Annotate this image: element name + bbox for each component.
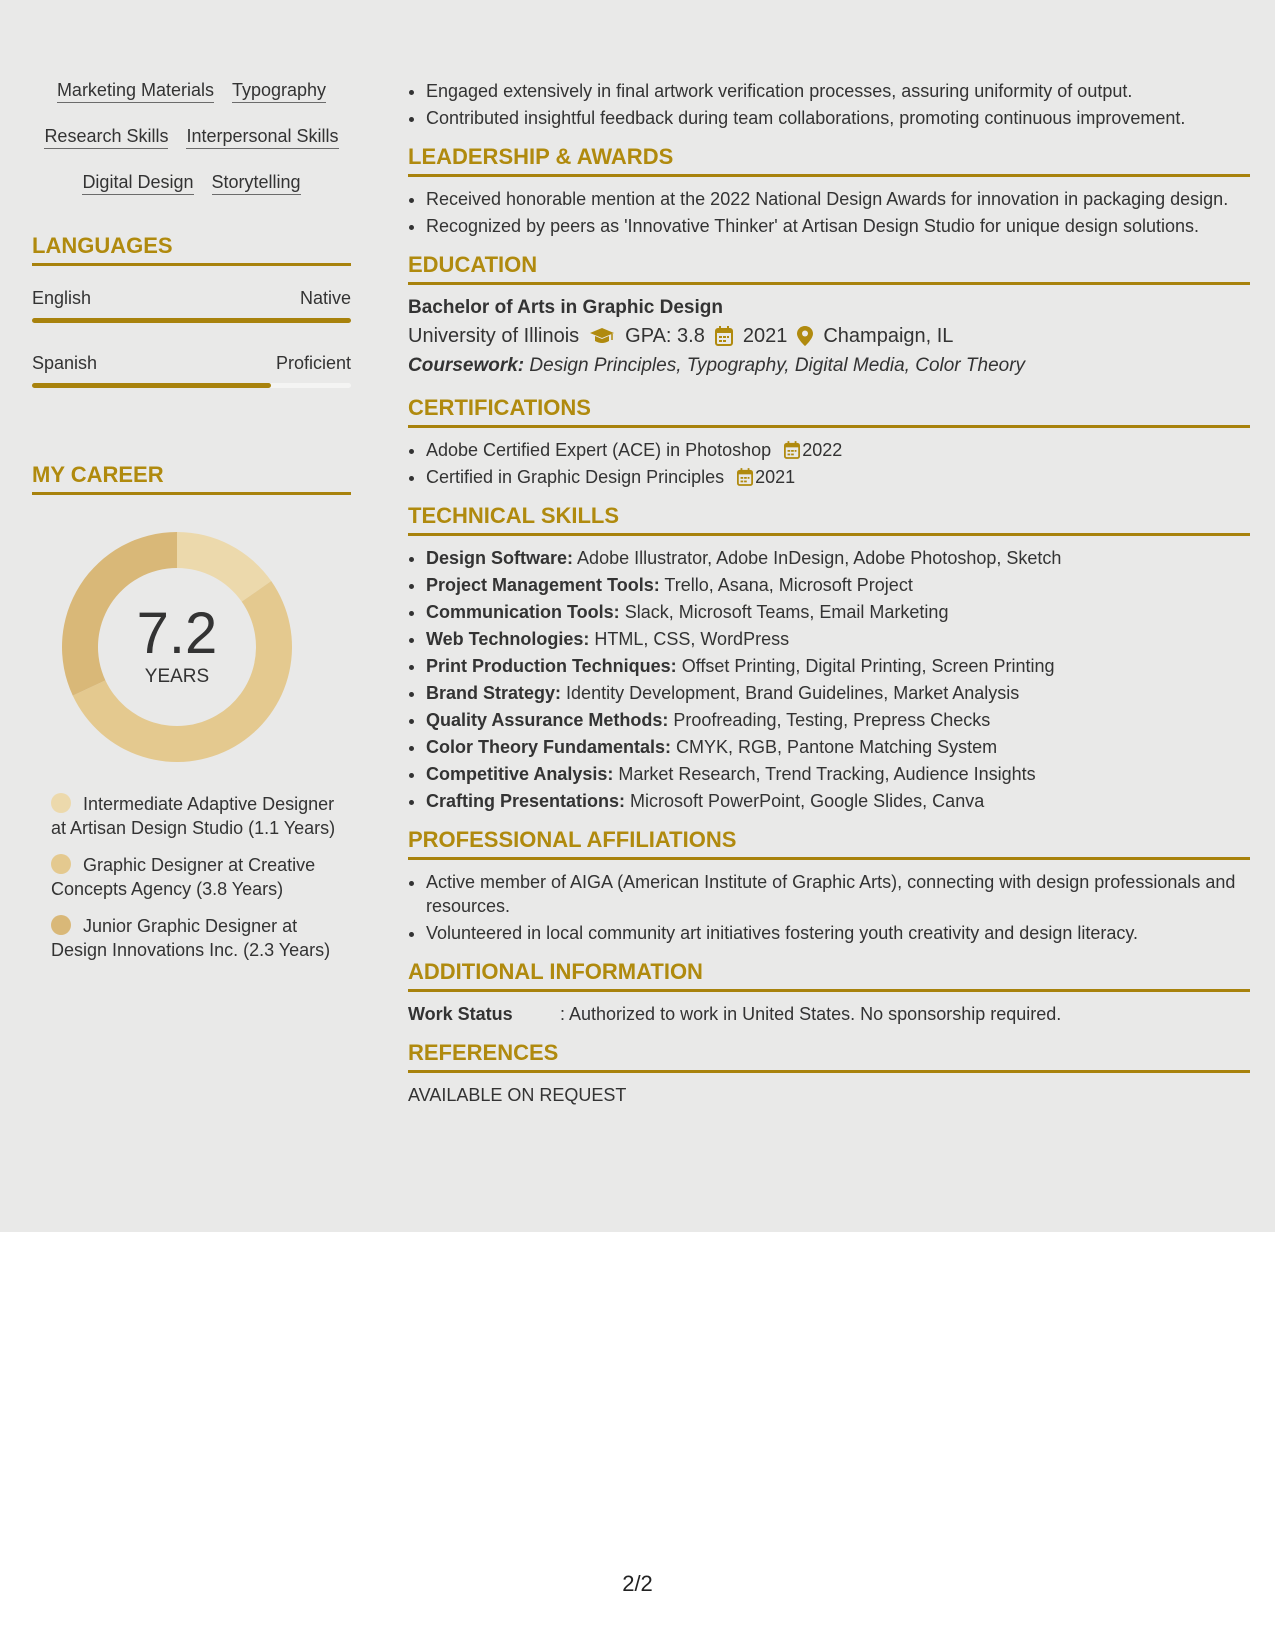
- skill-category: Communication Tools:: [426, 602, 620, 622]
- career-total: 7.2: [136, 601, 218, 666]
- experience-bullet: • Engaged extensively in final artwork verification processes, assuring uniformity of output.: [426, 79, 1250, 103]
- work-status-label: Work Status: [408, 1004, 513, 1024]
- career-legend-item: [51, 914, 341, 962]
- language-bar-fill: [32, 318, 351, 323]
- technical-skill-item: [426, 681, 1250, 705]
- skill-tag: Storytelling: [212, 172, 301, 195]
- skill-values: Offset Printing, Digital Printing, Screen Printing: [681, 656, 1055, 676]
- legend-dot: [51, 793, 71, 813]
- technical-skills-list: [408, 546, 1250, 813]
- career-legend-label: Intermediate Adaptive Designer at Artisan Design Studio (1.1 Years): [51, 794, 336, 838]
- skill-values: HTML, CSS, WordPress: [594, 629, 790, 649]
- languages-title: LANGUAGES: [32, 233, 351, 266]
- skill-category: Project Management Tools:: [426, 575, 660, 595]
- references-title: REFERENCES: [408, 1040, 1250, 1073]
- location-pin-icon: [797, 326, 813, 346]
- career-legend-item: [51, 853, 341, 901]
- coursework-text: Design Principles, Typography, Digital Media, Color Theory: [529, 355, 1026, 376]
- language-level: Native: [299, 288, 351, 308]
- language-name: English: [32, 288, 92, 308]
- leadership-section: [408, 144, 1250, 238]
- education-location: Champaign, IL: [823, 325, 954, 347]
- skill-values: Slack, Microsoft Teams, Email Marketing: [624, 602, 949, 622]
- skill-category: Competitive Analysis:: [426, 764, 614, 784]
- affiliation-bullet: • Active member of AIGA (American Institute of Graphic Arts), connecting with design professionals and resources.: [426, 870, 1250, 918]
- technical-skill-item: [426, 600, 1250, 624]
- certifications-title: CERTIFICATIONS: [408, 395, 1250, 428]
- certification-name: Certified in Graphic Design Principles: [426, 467, 725, 487]
- technical-skill-item: [426, 546, 1250, 570]
- education-school: University of Illinois: [408, 325, 580, 347]
- work-status-value: : Authorized to work in United States. No sponsorship required.: [560, 1004, 1062, 1024]
- certification-name: Adobe Certified Expert (ACE) in Photoshop: [426, 440, 772, 460]
- certification-item: [426, 438, 1250, 462]
- language-bar-fill: [32, 383, 271, 388]
- skill-category: Quality Assurance Methods:: [426, 710, 669, 730]
- additional-info-section: [408, 959, 1250, 1026]
- education-coursework: [408, 351, 1250, 381]
- technical-skills-title: TECHNICAL SKILLS: [408, 503, 1250, 536]
- skill-category: Crafting Presentations:: [426, 791, 626, 811]
- education-gpa: GPA: 3.8: [625, 325, 705, 347]
- skill-tag: Typography: [232, 80, 326, 103]
- references-text: AVAILABLE ON REQUEST: [408, 1085, 627, 1105]
- skill-tag: Interpersonal Skills: [186, 126, 338, 149]
- skill-tag: Research Skills: [44, 126, 168, 149]
- technical-skill-item: [426, 708, 1250, 732]
- skill-category: Web Technologies:: [426, 629, 590, 649]
- skill-values: Adobe Illustrator, Adobe InDesign, Adobe Photoshop, Sketch: [577, 548, 1062, 568]
- skill-values: CMYK, RGB, Pantone Matching System: [676, 737, 998, 757]
- technical-skill-item: [426, 654, 1250, 678]
- technical-skills-section: [408, 503, 1250, 813]
- career-section: [32, 462, 351, 962]
- references-section: [408, 1040, 1250, 1107]
- skill-tag-row: [32, 126, 351, 149]
- left-column: [32, 80, 351, 975]
- certification-item: [426, 465, 1250, 489]
- legend-dot: [51, 854, 71, 874]
- skill-category: Brand Strategy:: [426, 683, 562, 703]
- education-title: EDUCATION: [408, 252, 1250, 285]
- language-name: Spanish: [32, 353, 98, 373]
- skill-values: Trello, Asana, Microsoft Project: [664, 575, 913, 595]
- education-degree: Bachelor of Arts in Graphic Design: [408, 297, 723, 318]
- skill-tag-row: [32, 80, 351, 103]
- additional-info-title: ADDITIONAL INFORMATION: [408, 959, 1250, 992]
- leadership-bullet: • Recognized by peers as 'Innovative Thinker' at Artisan Design Studio for unique design solutions.: [426, 214, 1250, 238]
- skill-values: Market Research, Trend Tracking, Audience Insights: [618, 764, 1036, 784]
- career-title: MY CAREER: [32, 462, 351, 495]
- skill-tags: [32, 80, 351, 195]
- career-legend: [51, 792, 341, 962]
- technical-skill-item: [426, 762, 1250, 786]
- affiliation-bullet: • Volunteered in local community art initiatives fostering youth creativity and design literacy.: [426, 921, 1250, 945]
- career-unit: YEARS: [144, 666, 210, 687]
- right-column: [408, 79, 1250, 1121]
- calendar-icon: [715, 326, 733, 346]
- language-bar: [32, 383, 351, 388]
- technical-skill-item: [426, 789, 1250, 813]
- career-legend-label: Junior Graphic Designer at Design Innovations Inc. (2.3 Years): [51, 916, 331, 960]
- skill-values: Microsoft PowerPoint, Google Slides, Canva: [630, 791, 985, 811]
- education-section: [408, 252, 1250, 381]
- affiliations-title: PROFESSIONAL AFFILIATIONS: [408, 827, 1250, 860]
- skill-category: Print Production Techniques:: [426, 656, 677, 676]
- career-legend-label: Graphic Designer at Creative Concepts Agency (3.8 Years): [51, 855, 316, 899]
- legend-dot: [51, 915, 71, 935]
- calendar-icon: [784, 441, 800, 459]
- skill-category: Design Software:: [426, 548, 574, 568]
- education-year: 2021: [742, 325, 788, 347]
- technical-skill-item: [426, 573, 1250, 597]
- skill-values: Identity Development, Brand Guidelines, Market Analysis: [566, 683, 1020, 703]
- technical-skill-item: [426, 735, 1250, 759]
- career-donut: [62, 532, 292, 762]
- skill-values: Proofreading, Testing, Prepress Checks: [673, 710, 991, 730]
- skill-tag: Marketing Materials: [57, 80, 214, 103]
- affiliations-section: [408, 827, 1250, 945]
- language-item: [32, 353, 351, 388]
- certifications-section: [408, 395, 1250, 489]
- skill-tag: Digital Design: [82, 172, 193, 195]
- coursework-label: Coursework:: [408, 355, 525, 376]
- skill-category: Color Theory Fundamentals:: [426, 737, 672, 757]
- language-bar: [32, 318, 351, 323]
- certification-year: 2022: [802, 440, 843, 460]
- calendar-icon: [737, 468, 753, 486]
- languages-section: [32, 233, 351, 388]
- graduation-cap-icon: [589, 326, 615, 346]
- leadership-bullet: • Received honorable mention at the 2022 National Design Awards for innovation in packaging design.: [426, 187, 1250, 211]
- language-level: Proficient: [275, 353, 351, 373]
- experience-continued: [408, 79, 1250, 130]
- page-number: 2/2: [622, 1571, 653, 1596]
- language-item: [32, 288, 351, 323]
- experience-bullet: • Contributed insightful feedback during team collaborations, promoting continuous improvement.: [426, 106, 1250, 130]
- work-status-row: [408, 1002, 1250, 1026]
- leadership-title: LEADERSHIP & AWARDS: [408, 144, 1250, 177]
- career-legend-item: [51, 792, 341, 840]
- skill-tag-row: [32, 172, 351, 195]
- certification-year: 2021: [755, 467, 796, 487]
- education-details: [408, 321, 1250, 351]
- technical-skill-item: [426, 627, 1250, 651]
